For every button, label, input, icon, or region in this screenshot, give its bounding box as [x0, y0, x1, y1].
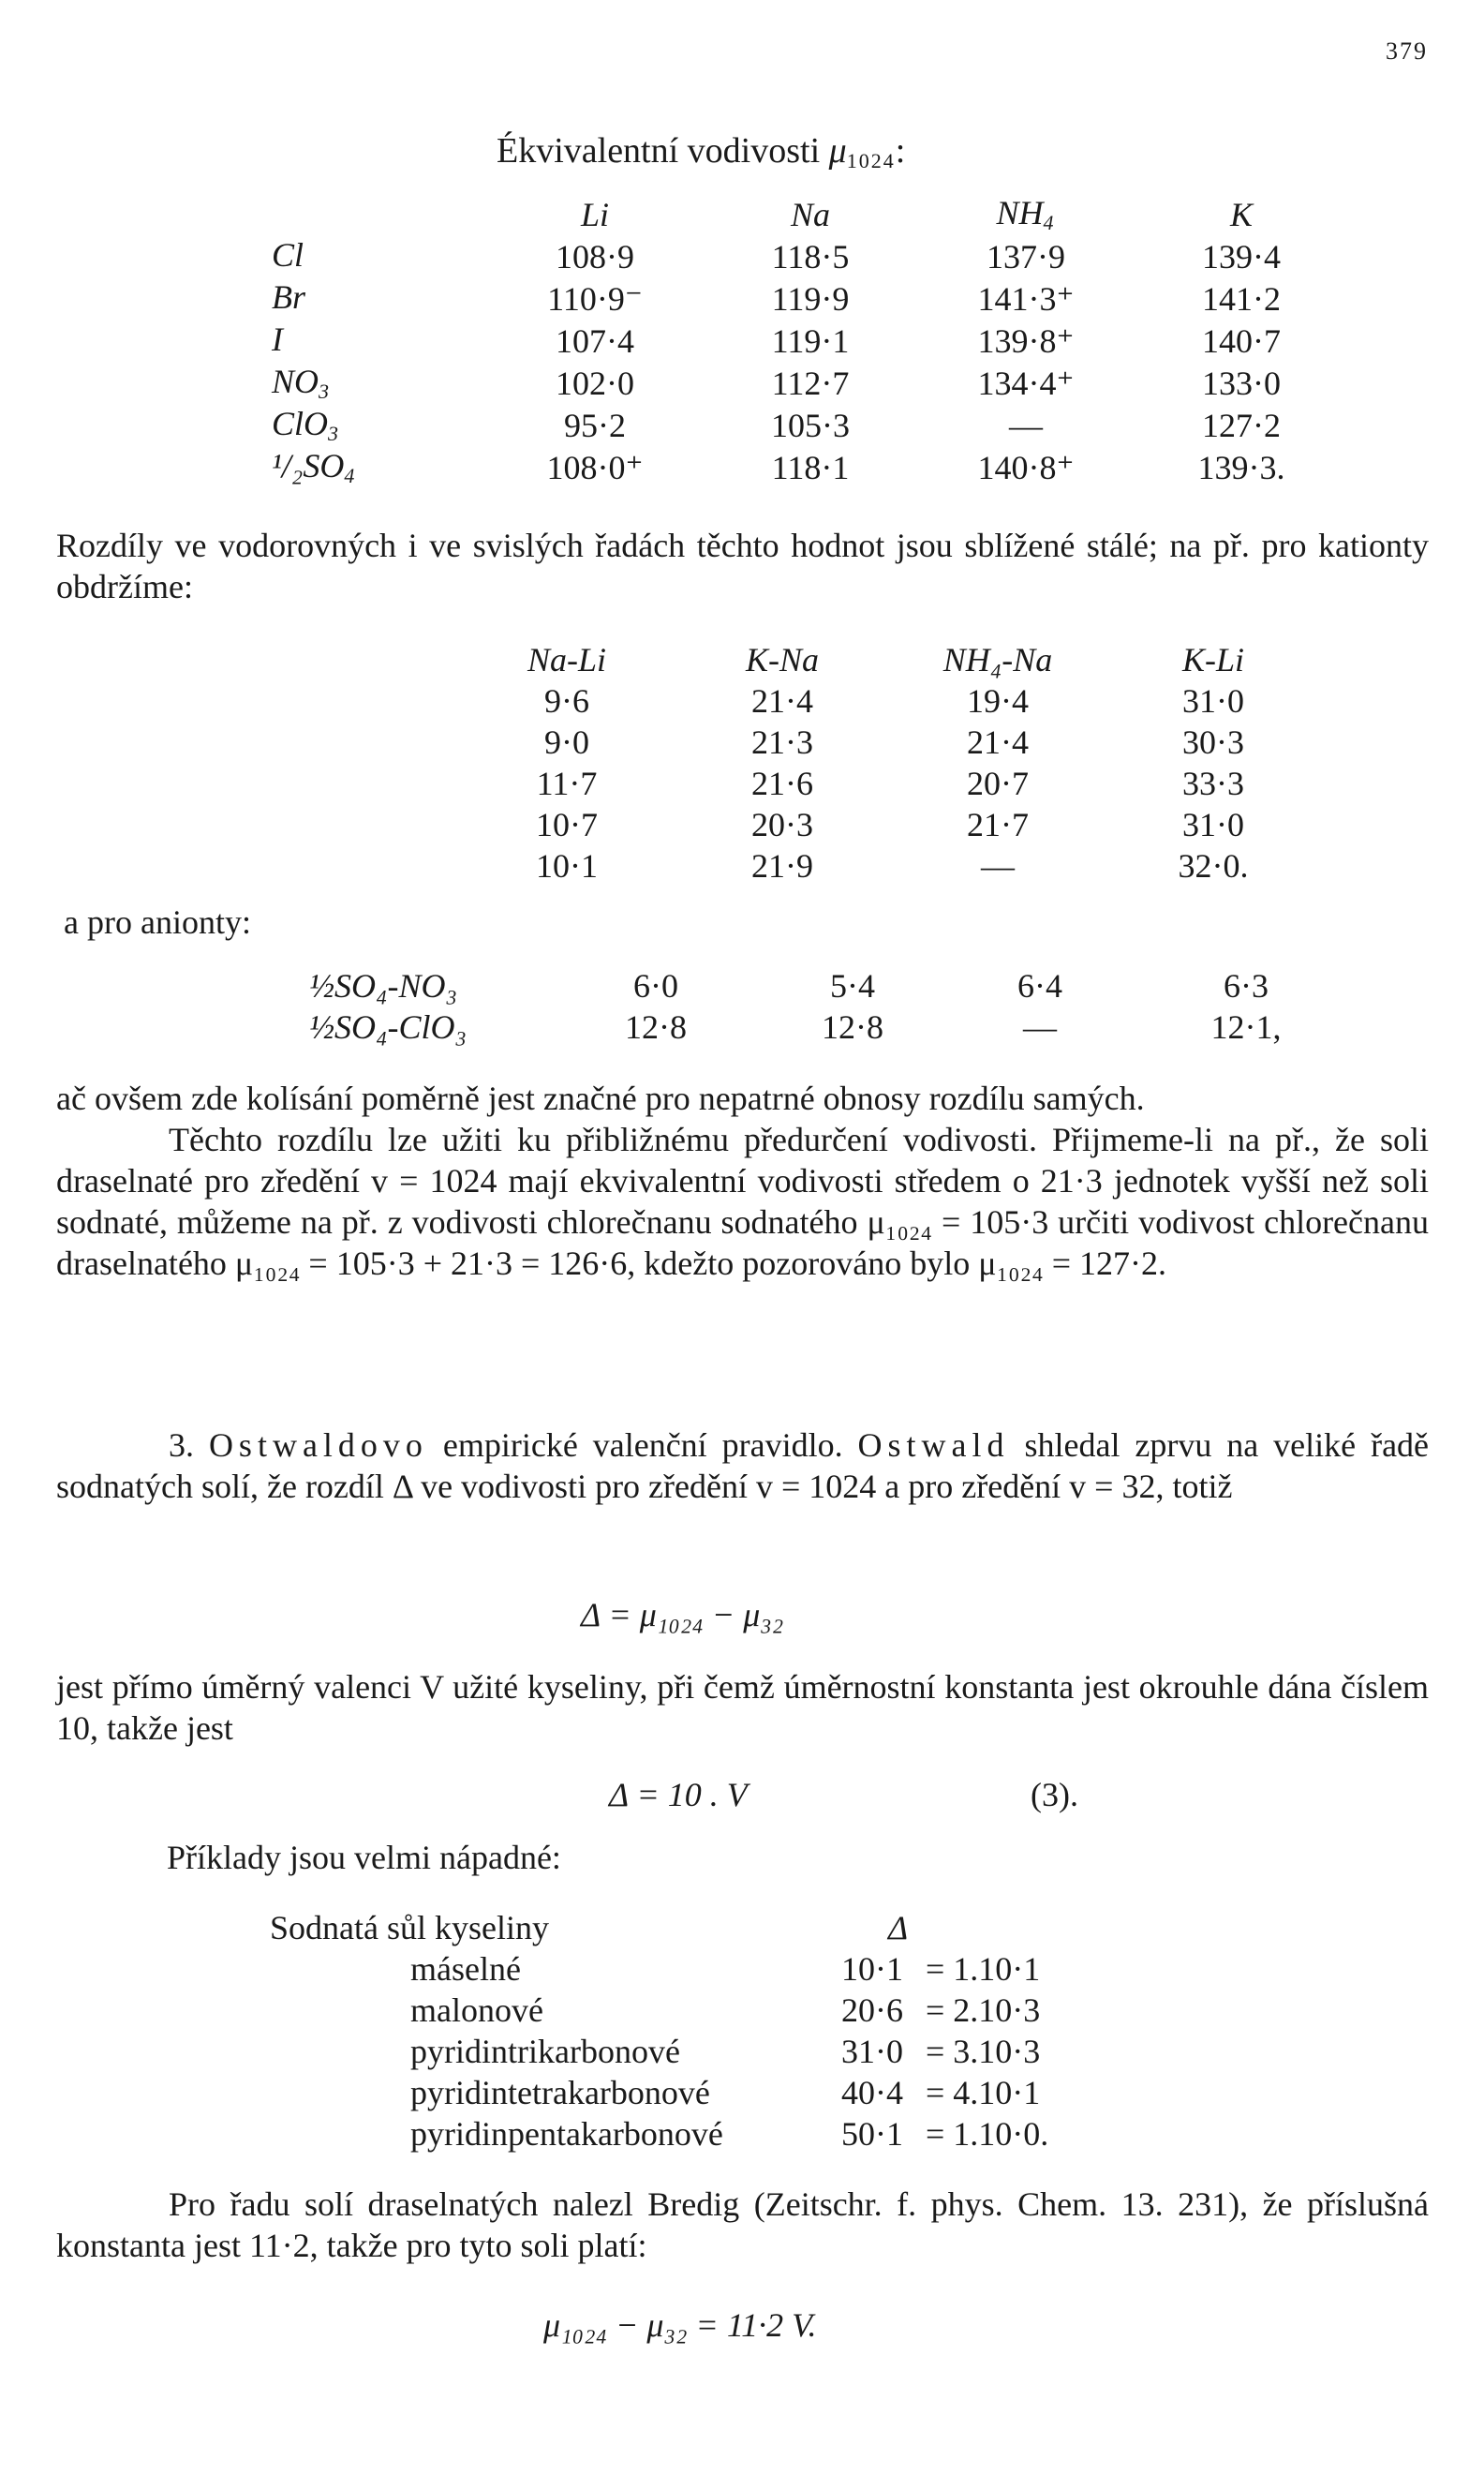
row-ion: I	[272, 321, 283, 358]
heading-subscript: 1024	[846, 149, 896, 172]
cell: 102·0	[556, 364, 634, 402]
cell: 21·4	[751, 682, 813, 720]
row-ion: $NO_3$	[272, 363, 332, 403]
table-row	[272, 320, 1349, 362]
col-header: K-Na	[745, 641, 819, 678]
section-number: 3.	[169, 1426, 194, 1464]
cell: 21·6	[751, 765, 813, 802]
table-row	[459, 804, 1321, 845]
table-row: máselné 10·1 = 1.10·1	[410, 1950, 1041, 1988]
section-text: shledal zprvu na veliké řadě sodnatých solí, že rozdíl Δ ve vodivosti pro zředění v = 1024 a pro zředění v = 32, totiž	[56, 1426, 1430, 1505]
examples-intro: Příklady jsou velmi nápadné:	[167, 1839, 561, 1876]
formula: μ₁₀₂₄ − μ₃₂ = 11·2 V.	[543, 2306, 817, 2344]
cell: 33·3	[1182, 765, 1244, 802]
cell: 118·5	[771, 237, 850, 276]
header-left: Sodnatá sůl kyseliny	[270, 1909, 549, 1946]
cell: 21·9	[751, 847, 813, 885]
cell: 137·9	[987, 237, 1065, 276]
cell: —	[1009, 406, 1043, 444]
equation-number: (3).	[1031, 1776, 1078, 1813]
row-label: ½SO₄-NO₃	[309, 967, 458, 1005]
anion-diff-table	[309, 965, 1358, 1048]
section-paragraph	[56, 1424, 1429, 1507]
cell: 9·6	[544, 682, 589, 720]
cell: 141·2	[1202, 279, 1281, 318]
formula: Δ = μ₁₀₂₄ − μ₃₂	[581, 1596, 784, 1633]
cell: 11·7	[536, 765, 598, 802]
cell: 139·3.	[1197, 448, 1285, 486]
cell: 21·3	[751, 723, 813, 761]
table-row: malonové 20·6 = 2.10·3	[410, 1991, 1041, 2029]
cell: 141·3⁺	[977, 279, 1075, 318]
cell: 107·4	[556, 321, 634, 360]
section-title-rest: empirické valenční pravidlo.	[442, 1426, 843, 1464]
cell: 139·8⁺	[977, 321, 1075, 360]
table-row	[309, 1006, 1358, 1048]
row-ion: Cl	[272, 236, 304, 274]
cell: 32·0.	[1178, 847, 1249, 885]
examples-table	[270, 1908, 1113, 2155]
cell: 9·0	[544, 723, 589, 761]
cell: 119·1	[771, 321, 850, 360]
table-row	[459, 763, 1321, 804]
cell: 119·9	[771, 279, 850, 318]
page-number: 379	[1386, 37, 1428, 65]
table-row	[459, 845, 1321, 887]
table-row	[272, 277, 1349, 320]
row-ion: ClO$_3$	[272, 405, 341, 445]
formula: Δ = 10 . V	[609, 1776, 748, 1813]
cell: 20·7	[967, 765, 1029, 802]
table-row	[459, 722, 1321, 763]
cell: 19·4	[967, 682, 1029, 720]
cell: 118·1	[771, 448, 850, 486]
cell: 21·4	[967, 723, 1029, 761]
cell: 108·9	[556, 237, 634, 276]
heading-colon: :	[895, 131, 906, 171]
heading-symbol: μ	[828, 131, 847, 171]
cell: 6·0	[633, 967, 678, 1005]
table-row	[459, 680, 1321, 722]
paragraph: jest přímo úměrný valenci V užité kyseliny, při čemž úměrnostní konstanta jest okrouhle dána číslem 10, takže jest	[56, 1668, 1429, 1747]
cell: 108·0⁺	[546, 448, 644, 486]
row-ion: Br	[272, 278, 305, 316]
col-header: K	[1229, 195, 1253, 233]
table-row	[272, 404, 1349, 446]
cell: —	[981, 847, 1015, 885]
cell: 140·8⁺	[977, 448, 1075, 486]
row-label: ½SO₄-ClO₃	[309, 1008, 467, 1046]
cell: 10·7	[536, 806, 598, 843]
table-row	[272, 362, 1349, 404]
cell: 5·4	[830, 967, 875, 1005]
cell: 12·8	[822, 1008, 883, 1046]
section-title: Ostwaldovo	[208, 1426, 428, 1464]
table-row	[309, 965, 1358, 1006]
cell: —	[1023, 1008, 1057, 1046]
cation-diff-table	[459, 639, 1321, 887]
cell: 112·7	[771, 364, 850, 402]
col-header: K-Li	[1181, 641, 1245, 678]
heading	[497, 129, 905, 174]
paragraph: Rozdíly ve vodorovných i ve svislých řadách těchto hodnot jsou sblížené stálé; na př. pro kationty obdržíme:	[56, 527, 1429, 605]
row-ion: $^1/_2SO_4$	[272, 447, 357, 487]
cell: 95·2	[564, 406, 626, 444]
table-header	[270, 1908, 1113, 1949]
cell: 12·8	[625, 1008, 687, 1046]
cell: 140·7	[1202, 321, 1281, 360]
cell: 105·3	[771, 406, 850, 444]
cell: 134·4⁺	[977, 364, 1075, 402]
col-header: Li	[580, 195, 610, 233]
table-row: pyridintrikarbonové 31·0 = 3.10·3	[410, 2033, 1041, 2070]
cell: 31·0	[1182, 682, 1244, 720]
cell: 30·3	[1182, 723, 1244, 761]
header-right: Δ	[888, 1909, 909, 1946]
table-row	[272, 235, 1349, 277]
conductivity-table	[272, 193, 1349, 488]
col-header: $NH_4$	[996, 194, 1056, 234]
col-header: Na-Li	[527, 641, 607, 678]
cell: 20·3	[751, 806, 813, 843]
cell: 6·4	[1017, 967, 1062, 1005]
cell: 31·0	[1182, 806, 1244, 843]
table-row: pyridintetrakarbonové 40·4 = 4.10·1	[410, 2074, 1041, 2111]
cell: 110·9⁻	[547, 279, 643, 318]
paragraph: ač ovšem zde kolísání poměrně jest značné pro nepatrné obnosy rozdílu samých. Těchto rozdílu lze užiti ku přibližnému předurčení vodivosti. Přijmeme-li na př., že soli draselnaté pro zředění v = 1024 mají ekvivalentní vodivosti středem o 21·3 jednotek vyšší než soli sodnaté, můžeme na př. z vodivosti chlorečnanu sodnatého μ₁₀₂₄ = 105·3 určiti vodivost chlorečnanu draselnatého μ₁₀₂₄ = 105·3 + 21·3 = 126·6, kdežto pozorováno bylo μ₁₀₂₄ = 127·2.	[56, 1080, 1429, 1282]
table-row: pyridinpentakarbonové 50·1 = 1.10·0.	[410, 2115, 1049, 2153]
heading-text: Ékvivalentní vodivosti	[497, 131, 821, 171]
cell: 133·0	[1202, 364, 1281, 402]
col-header: NH₄-Na	[942, 641, 1053, 678]
cell: 139·4	[1202, 237, 1281, 276]
col-header: Na	[790, 195, 830, 233]
cell: 21·7	[967, 806, 1029, 843]
paragraph: Pro řadu solí draselnatých nalezl Bredig (Zeitschr. f. phys. Chem. 13. 231), že příslušná konstanta jest 11·2, takže pro tyto soli platí:	[56, 2185, 1429, 2264]
table-row	[272, 446, 1349, 488]
anion-intro: a pro anionty:	[64, 903, 251, 941]
cell: 12·1,	[1210, 1008, 1282, 1046]
cell: 127·2	[1202, 406, 1281, 444]
section-author: Ostwald	[857, 1426, 1010, 1464]
cell: 6·3	[1224, 967, 1269, 1005]
cell: 10·1	[536, 847, 598, 885]
